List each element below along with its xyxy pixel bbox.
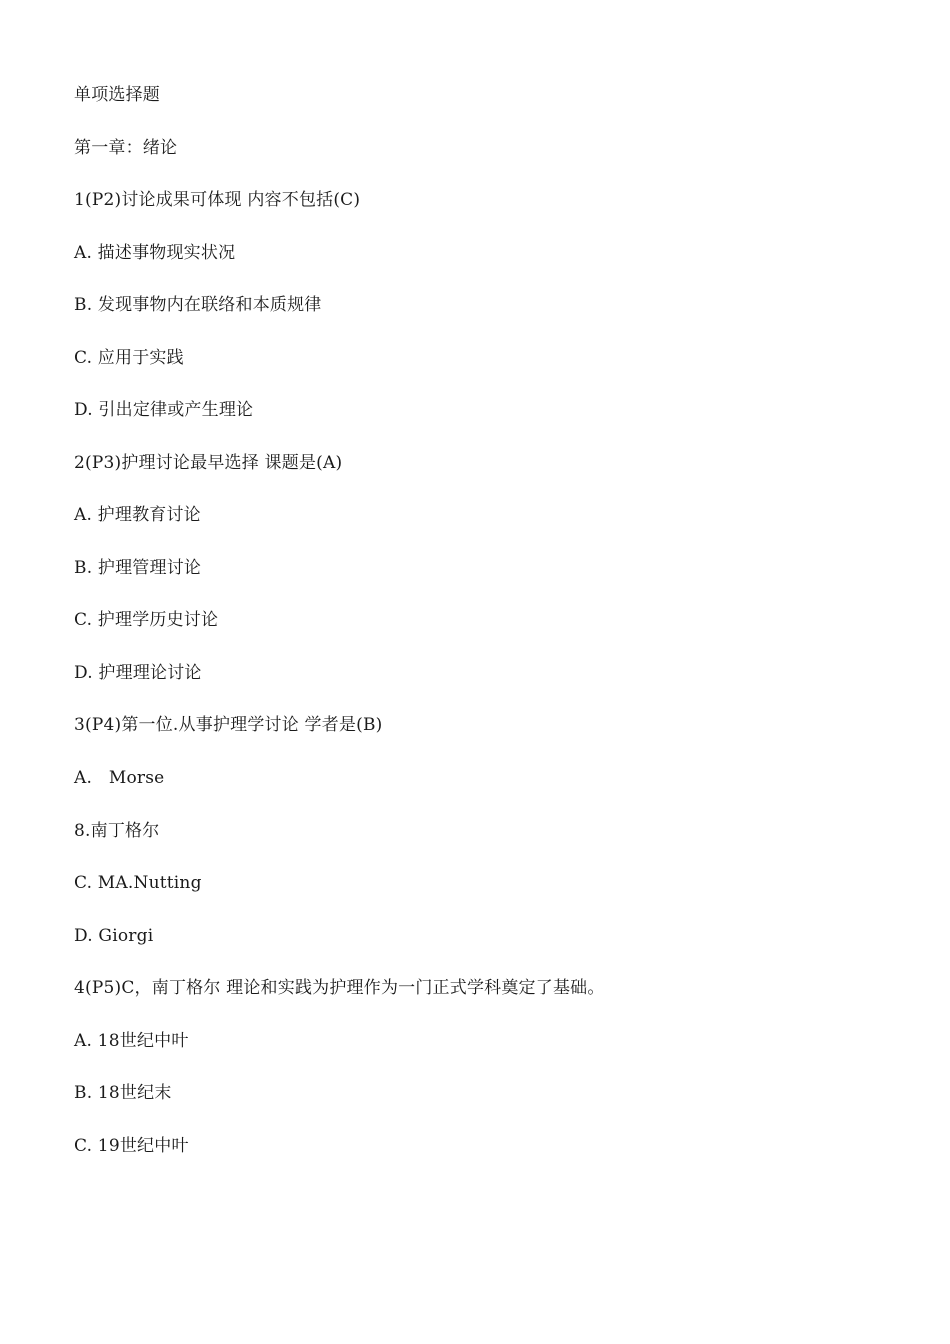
question-1: 1(P2)讨论成果可体现 内容不包括(C) [74,190,361,210]
question-4-option-b: B. 18世纪末 [74,1083,172,1103]
question-1-option-a: A. 描述事物现实状况 [74,243,236,263]
question-4-option-a: A. 18世纪中叶 [74,1031,189,1051]
question-3: 3(P4)第一位.从事护理学讨论 学者是(B) [74,715,383,735]
question-3-option-c: C. MA.Nutting [74,873,202,893]
question-3-option-d: D. Giorgi [74,926,154,946]
question-2-option-a: A. 护理教育讨论 [74,505,201,525]
question-2: 2(P3)护理讨论最早选择 课题是(A) [74,453,343,473]
question-1-option-b: B. 发现事物内在联络和本质规律 [74,295,322,315]
question-3-option-a: A. Morse [74,768,165,788]
question-1-option-c: C. 应用于实践 [74,348,184,368]
section-heading: 单项选择题 [74,85,160,105]
chapter-title: 第一章：绪论 [74,138,178,158]
question-2-option-b: B. 护理管理讨论 [74,558,202,578]
question-4-option-c: C. 19世纪中叶 [74,1136,189,1156]
question-4: 4(P5)C，南丁格尔 理论和实践为护理作为一门正式学科奠定了基础。 [74,978,605,998]
question-3-option-b: 8.南丁格尔 [74,821,160,841]
question-1-option-d: D. 引出定律或产生理论 [74,400,254,420]
question-2-option-c: C. 护理学历史讨论 [74,610,219,630]
question-2-option-d: D. 护理理论讨论 [74,663,202,683]
